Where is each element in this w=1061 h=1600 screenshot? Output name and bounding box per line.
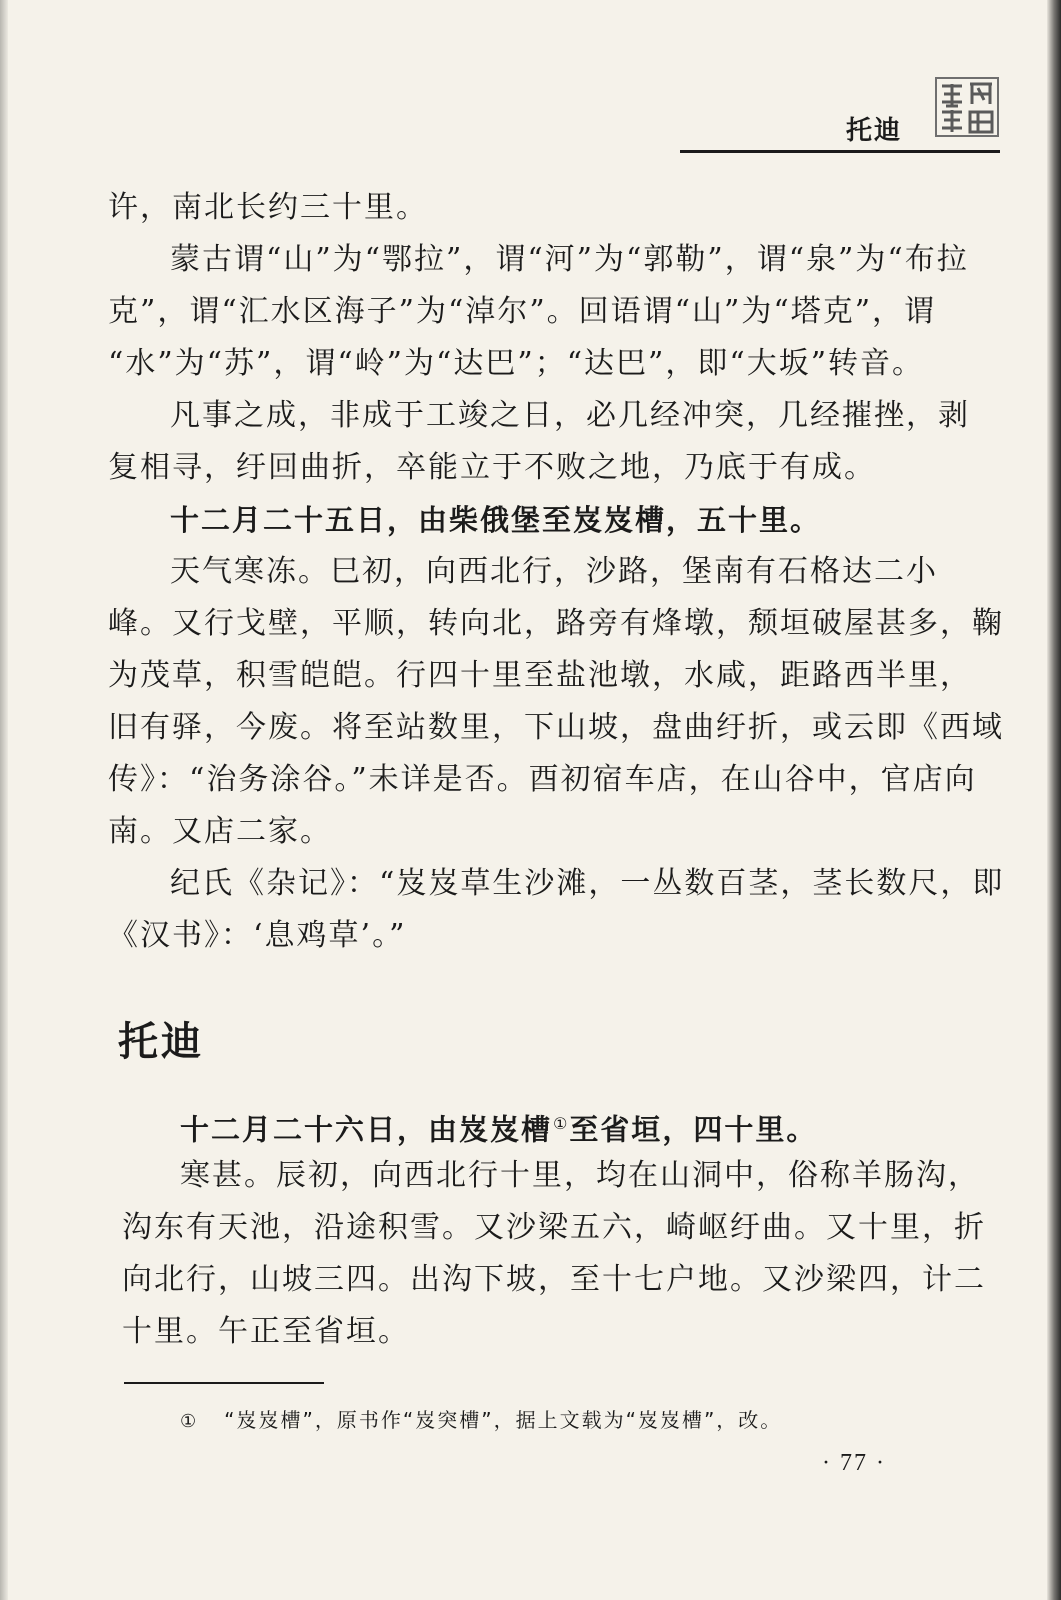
date-heading bbox=[180, 1104, 817, 1150]
text-line: 许，南北长约三十里。 bbox=[108, 190, 428, 225]
text-line: 向北行，山坡三四。出沟下坡，至十七户地。又沙梁四，计二 bbox=[122, 1262, 986, 1297]
footnote-marker[interactable]: ① bbox=[553, 1114, 570, 1133]
text-line: 南。又店二家。 bbox=[108, 814, 332, 849]
section-title: 托迪 bbox=[118, 1019, 204, 1065]
text-line: 天气寒冻。巳初，向西北行，沙路，堡南有石格达二小 bbox=[170, 554, 938, 589]
header-rule bbox=[680, 150, 1000, 153]
text-line: 沟东有天池，沿途积雪。又沙梁五六，崎岖纡曲。又十里，折 bbox=[122, 1210, 986, 1245]
text-line: 克”，谓“汇水区海子”为“淖尔”。回语谓“山”为“塔克”，谓 bbox=[108, 294, 937, 329]
text-line: 十里。午正至省垣。 bbox=[122, 1314, 410, 1349]
heading-text: 至省垣，四十里。 bbox=[569, 1112, 818, 1147]
running-title: 托迪 bbox=[846, 116, 903, 146]
text-line: 旧有驿，今废。将至站数里，下山坡，盘曲纡折，或云即《西域 bbox=[108, 710, 1004, 745]
page-number: · 77 · bbox=[822, 1450, 886, 1476]
text-line: 复相寻，纡回曲折，卒能立于不败之地，乃底于有成。 bbox=[108, 450, 876, 485]
page-edge-shadow-right bbox=[1047, 0, 1061, 1600]
footnote-text: “岌岌槽”，原书作“岌突槽”，据上文载为“岌岌槽”，改。 bbox=[224, 1408, 783, 1432]
footnote-number: ① bbox=[180, 1411, 199, 1432]
date-heading: 十二月二十五日，由柴俄堡至岌岌槽，五十里。 bbox=[170, 503, 822, 537]
text-line: 《汉书》：‘息鸡草’。” bbox=[108, 918, 407, 953]
footnote-rule bbox=[124, 1382, 324, 1384]
series-seal-logo bbox=[934, 76, 1000, 138]
text-line: 寒甚。辰初，向西北行十里，均在山洞中，俗称羊肠沟， bbox=[180, 1158, 980, 1193]
text-line: 为茂草，积雪皑皑。行四十里至盐池墩，水咸，距路西半里， bbox=[108, 658, 972, 693]
text-line: 凡事之成，非成于工竣之日，必几经冲突，几经摧挫，剥 bbox=[170, 398, 970, 433]
page-edge-shadow-left bbox=[0, 0, 8, 1600]
text-line: 蒙古谓“山”为“鄂拉”，谓“河”为“郭勒”，谓“泉”为“布拉 bbox=[170, 242, 969, 277]
text-line: “水”为“苏”，谓“岭”为“达巴”；“达巴”，即“大坂”转音。 bbox=[108, 346, 925, 381]
heading-text: 十二月二十六日，由岌岌槽 bbox=[180, 1112, 553, 1147]
text-line: 传》：“治务涂谷。”未详是否。酉初宿车店，在山谷中，官店向 bbox=[108, 762, 977, 797]
text-line: 峰。又行戈壁，平顺，转向北，路旁有烽墩，颓垣破屋甚多，鞠 bbox=[108, 606, 1004, 641]
footnote bbox=[180, 1404, 782, 1433]
text-line: 纪氏《杂记》：“岌岌草生沙滩，一丛数百茎，茎长数尺，即 bbox=[170, 866, 1005, 901]
